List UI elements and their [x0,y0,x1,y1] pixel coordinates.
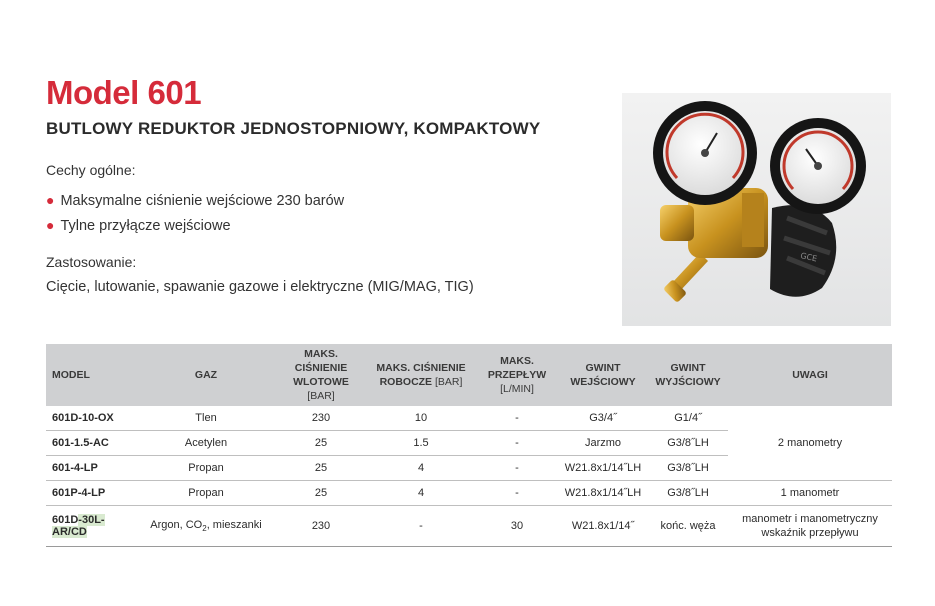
cell-work: 1.5 [366,431,476,456]
application-text: Cięcie, lutowanie, spawanie gazowe i elektryczne (MIG/MAG, TIG) [46,279,474,295]
page-subtitle: BUTLOWY REDUKTOR JEDNOSTOPNIOWY, KOMPAKTOWY [46,119,541,138]
cell-work: 10 [366,406,476,431]
col-model: MODEL [46,344,136,406]
cell-in-thread: G3/4˝ [558,406,648,431]
product-photo [622,93,891,326]
cell-model: 601-1.5-AC [46,431,136,456]
table-row [46,481,892,506]
cell-out-thread: G3/8˝LH [648,481,728,506]
cell-inlet: 230 [276,406,366,431]
cell-inlet: 25 [276,431,366,456]
application-heading: Zastosowanie: [46,254,137,270]
model-highlight: -30L-AR/CD [52,514,105,538]
col-outlet-thread: GWINT WYJŚCIOWY [648,344,728,406]
feature-item: ● Maksymalne ciśnienie wejściowe 230 barów [46,192,345,209]
cell-in-thread: W21.8x1/14˝LH [558,481,648,506]
cell-gaz: Acetylen [136,431,276,456]
bullet-icon: ● [46,217,55,233]
col-inlet-thread: GWINT WEJŚCIOWY [558,344,648,406]
cell-model: 601D-30L-AR/CD [46,506,136,547]
cell-work: 4 [366,481,476,506]
cell-flow: - [476,456,558,481]
cell-out-thread: G1/4˝ [648,406,728,431]
regulator-illustration [622,93,891,326]
col-working-pressure: MAKS. CIŚNIENIE ROBOCZE [BAR] [366,344,476,406]
cell-notes: manometr i manometryczny wskaźnik przepływu [728,506,892,547]
cell-gaz: Propan [136,456,276,481]
cell-out-thread: końc. węża [648,506,728,547]
cell-out-thread: G3/8˝LH [648,431,728,456]
cell-notes: 1 manometr [728,481,892,506]
cell-flow: - [476,431,558,456]
feature-item: ● Tylne przyłącze wejściowe [46,217,231,234]
features-heading: Cechy ogólne: [46,162,136,178]
features-list [46,188,344,238]
cell-in-thread: W21.8x1/14˝ [558,506,648,547]
bullet-icon: ● [46,192,55,208]
cell-work: 4 [366,456,476,481]
table-row [46,406,892,431]
cell-out-thread: G3/8˝LH [648,456,728,481]
cell-inlet: 25 [276,456,366,481]
cell-model: 601P-4-LP [46,481,136,506]
cell-in-thread: W21.8x1/14˝LH [558,456,648,481]
table-row [46,506,892,547]
cell-gaz: Argon, $CO_2$, mieszanki [136,506,276,547]
col-inlet-pressure: MAKS. CIŚNIENIE WLOTOWE [BAR] [276,344,366,406]
cell-flow: 30 [476,506,558,547]
cell-gaz: Tlen [136,406,276,431]
cell-notes: 2 manometry [728,406,892,481]
cell-in-thread: Jarzmo [558,431,648,456]
cell-model: 601D-10-OX [46,406,136,431]
col-max-flow: MAKS. PRZEPŁYW [L/MIN] [476,344,558,406]
cell-model: 601-4-LP [46,456,136,481]
spec-table [46,344,892,547]
cell-gaz: Propan [136,481,276,506]
col-notes: UWAGI [728,344,892,406]
page-title: Model 601 [46,74,202,111]
cell-inlet: 230 [276,506,366,547]
table-header-row [46,344,892,406]
cell-flow: - [476,481,558,506]
svg-text:GCE: GCE [799,251,818,264]
cell-flow: - [476,406,558,431]
cell-inlet: 25 [276,481,366,506]
cell-work: - [366,506,476,547]
col-gaz: GAZ [136,344,276,406]
